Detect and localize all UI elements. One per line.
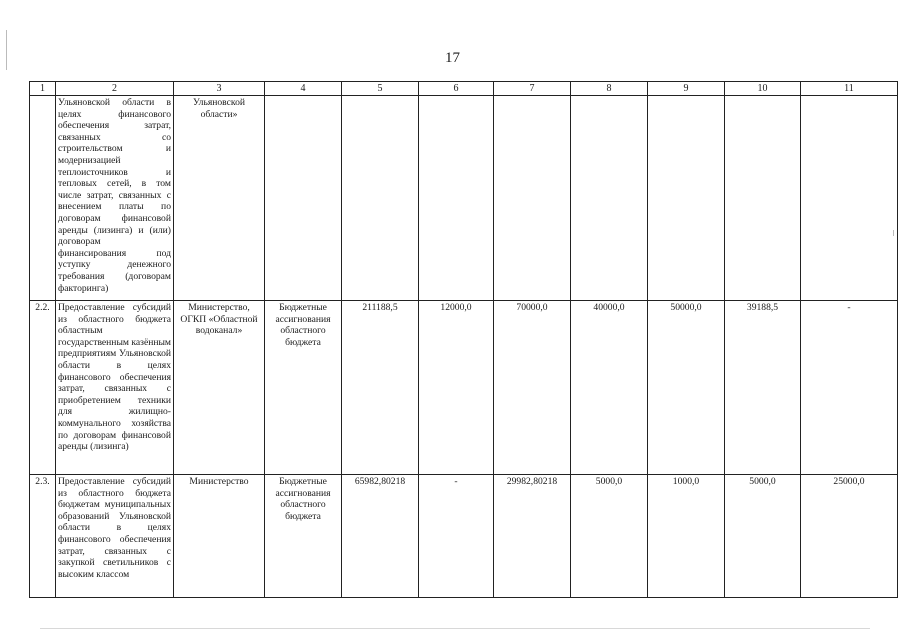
row-funding-source: [265, 96, 342, 301]
row-executor: Министерство, ОГКП «Областной водоканал»: [174, 301, 265, 475]
row-funding-source: Бюджетные ассигнования областного бюджета: [265, 301, 342, 475]
budget-table: [29, 81, 898, 598]
row-value: 70000,0: [494, 301, 571, 475]
column-header: 7: [494, 82, 571, 96]
row-executor: Министерство: [174, 475, 265, 598]
column-header: 5: [342, 82, 419, 96]
row-number: 2.2.: [30, 301, 56, 475]
row-description: Предоставление субсидий из областного бюджета бюджетам муниципальных образований Ульяновской области в целях финансового обеспечения затрат, связанных с закупкой светильников с высоким классом: [56, 475, 174, 598]
row-value: 29982,80218: [494, 475, 571, 598]
row-description: Предоставление субсидий из областного бюджета областным государственным казённым предприятиям Ульяновской области в целях финансового обеспечения затрат, связанных с приобретением техники для жилищно-коммунального хозяйства по договорам финансовой аренды (лизинга): [56, 301, 174, 475]
table-row: [30, 96, 898, 301]
table-row: [30, 475, 898, 598]
row-value: [494, 96, 571, 301]
row-value: 211188,5: [342, 301, 419, 475]
row-value: 25000,0: [801, 475, 898, 598]
row-funding-source: Бюджетные ассигнования областного бюджета: [265, 475, 342, 598]
row-number: 2.3.: [30, 475, 56, 598]
row-value: 5000,0: [725, 475, 801, 598]
column-header: 1: [30, 82, 56, 96]
row-value: 1000,0: [648, 475, 725, 598]
column-header: 4: [265, 82, 342, 96]
row-number: [30, 96, 56, 301]
row-value: [419, 96, 494, 301]
row-description: Ульяновской области в целях финансового обеспечения затрат, связанных со строительством и модернизацией теплоисточников и тепловых сетей, в том числе затрат, связанных с внесением платы по договорам финансовой аренды (лизинга) и (или) договорам финансирования под уступку денежного требования (договорам факторинга): [56, 96, 174, 301]
column-header: 10: [725, 82, 801, 96]
row-value: 50000,0: [648, 301, 725, 475]
row-value: 39188,5: [725, 301, 801, 475]
row-value: 65982,80218: [342, 475, 419, 598]
row-value: -: [801, 301, 898, 475]
page-number: 17: [445, 50, 460, 66]
row-value: [801, 96, 898, 301]
column-header: 11: [801, 82, 898, 96]
table-row: [30, 301, 898, 475]
column-header: 3: [174, 82, 265, 96]
row-value: [342, 96, 419, 301]
row-value: 40000,0: [571, 301, 648, 475]
row-value: [648, 96, 725, 301]
column-header: 2: [56, 82, 174, 96]
column-header: 6: [419, 82, 494, 96]
row-value: 5000,0: [571, 475, 648, 598]
row-value: 12000,0: [419, 301, 494, 475]
row-executor: Ульяновской области»: [174, 96, 265, 301]
row-value: -: [419, 475, 494, 598]
row-value: [725, 96, 801, 301]
column-header: 9: [648, 82, 725, 96]
row-value: [571, 96, 648, 301]
header-row: [30, 82, 898, 96]
scan-edge-mark: [6, 30, 7, 70]
scan-edge-mark: [893, 230, 894, 236]
scan-edge-mark: [40, 628, 870, 629]
column-header: 8: [571, 82, 648, 96]
